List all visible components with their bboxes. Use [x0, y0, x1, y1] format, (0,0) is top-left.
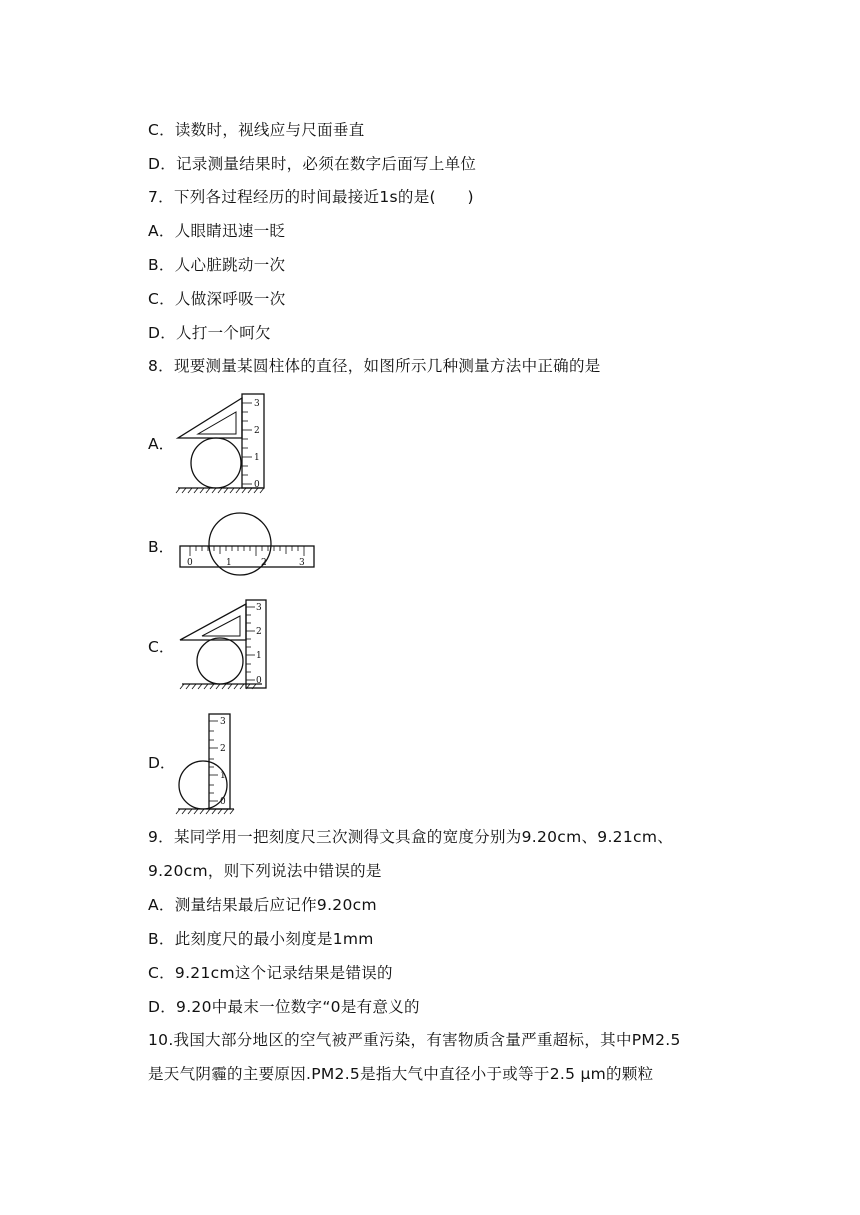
- fig-b-tick-0: 0: [187, 558, 193, 568]
- question-8: 8．现要测量某圆柱体的直径，如图所示几种测量方法中正确的是: [148, 357, 601, 375]
- fig-d-tick-1: 1: [220, 771, 226, 781]
- fig-b-tick-1: 1: [226, 558, 232, 568]
- fig-a-tick-2: 2: [254, 426, 260, 436]
- q8-option-b-label: B．: [148, 538, 175, 556]
- q8-option-c-label: C．: [148, 638, 175, 656]
- fig-b-tick-2: 2: [261, 558, 267, 568]
- fig-b-tick-3: 3: [299, 558, 305, 568]
- question-9-line-1: 9．某同学用一把刻度尺三次测得文具盒的宽度分别为9.20cm、9.21cm、: [148, 828, 674, 846]
- q9-option-b: B．此刻度尺的最小刻度是1mm: [148, 930, 374, 948]
- fig-c-tick-0: 0: [256, 676, 262, 686]
- fig-a-tick-1: 1: [254, 453, 260, 463]
- q8-option-a-label: A．: [148, 435, 175, 453]
- q9-option-a: A．测量结果最后应记作9.20cm: [148, 896, 377, 914]
- fig-c-tick-2: 2: [256, 627, 262, 637]
- option-d-units: D．记录测量结果时，必须在数字后面写上单位: [148, 155, 477, 173]
- question-10-line-2: 是天气阴霾的主要原因.PM2.5是指大气中直径小于或等于2.5 μm的颗粒: [148, 1065, 654, 1083]
- figure-b-horizontal-ruler-cylinder: [178, 512, 318, 582]
- fig-c-tick-1: 1: [256, 651, 262, 661]
- question-9-line-2: 9.20cm，则下列说法中错误的是: [148, 862, 382, 880]
- fig-d-tick-0: 0: [220, 797, 226, 807]
- fig-a-tick-3: 3: [254, 399, 260, 409]
- fig-d-tick-2: 2: [220, 744, 226, 754]
- figure-a-triangle-ruler-cylinder: [178, 390, 268, 495]
- q7-option-c: C．人做深呼吸一次: [148, 290, 286, 308]
- question-7: 7．下列各过程经历的时间最接近1s的是( ): [148, 188, 474, 206]
- fig-d-tick-3: 3: [220, 717, 226, 727]
- q7-option-a: A．人眼睛迅速一眨: [148, 222, 286, 240]
- q7-option-d: D．人打一个呵欠: [148, 324, 271, 342]
- q9-option-c: C．9.21cm这个记录结果是错误的: [148, 964, 393, 982]
- fig-a-tick-0: 0: [254, 480, 260, 490]
- fig-c-tick-3: 3: [256, 603, 262, 613]
- figure-c-triangle-ruler-cylinder: [180, 598, 270, 693]
- figure-d-vertical-ruler-cylinder: [178, 712, 253, 817]
- q8-option-d-label: D．: [148, 754, 176, 772]
- q7-option-b: B．人心脏跳动一次: [148, 256, 286, 274]
- q9-option-d: D．9.20中最末一位数字“0是有意义的: [148, 998, 420, 1016]
- question-10-line-1: 10.我国大部分地区的空气被严重污染，有害物质含量严重超标，其中PM2.5: [148, 1031, 681, 1049]
- option-c-reading: C．读数时，视线应与尺面垂直: [148, 121, 365, 139]
